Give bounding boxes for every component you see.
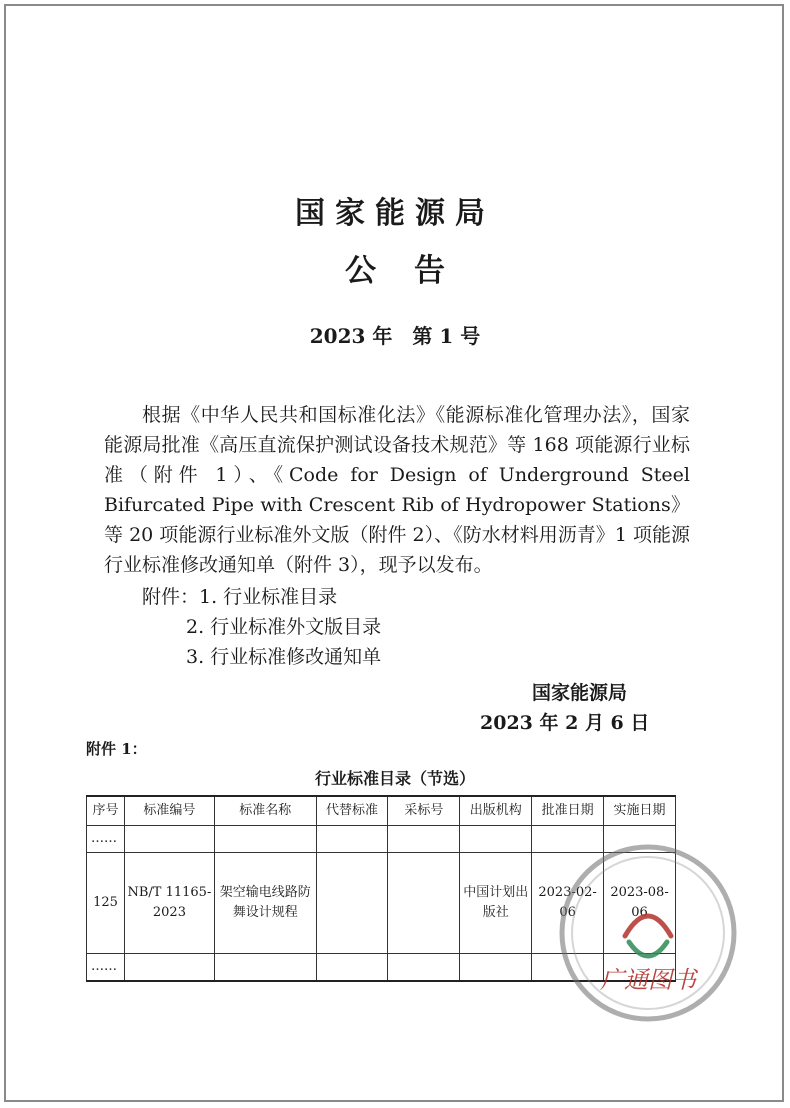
table-header-row bbox=[87, 796, 676, 826]
header-effective-date: 实施日期 bbox=[604, 796, 676, 826]
cell-seq: 125 bbox=[87, 853, 125, 954]
appendix-label: 附件 1： bbox=[86, 740, 147, 758]
cell-approval-date: 2023-02-06 bbox=[532, 853, 604, 954]
header-seq: 序号 bbox=[87, 796, 125, 826]
ellipsis-cell: …… bbox=[87, 954, 125, 982]
header-approval-date: 批准日期 bbox=[532, 796, 604, 826]
cell-name: 架空输电线路防舞设计规程 bbox=[214, 853, 316, 954]
announcement-paragraph: 根据《中华人民共和国标准化法》《能源标准化管理办法》，国家能源局批准《高压直流保护测试设备技术规范》等 168 项能源行业标准（附件 1）、《Code for Design of Underground Steel Bifurcated Pipe with Crescent Rib of Hydropower Stations》等 20 项能源行业标准外文版（附件 2）、《防水材料用沥青》1 项能源行业标准修改通知单（附件 3），现予以发布。 bbox=[104, 404, 690, 576]
issue-number: 2023 年 第 1 号 bbox=[309, 324, 481, 348]
org-title: 国家能源局 bbox=[295, 196, 495, 231]
header-name: 标准名称 bbox=[214, 796, 316, 826]
svg-text:广通图书: 广通图书 bbox=[600, 966, 696, 994]
table-caption: 行业标准目录（节选） bbox=[314, 769, 475, 788]
table-row bbox=[87, 826, 676, 853]
header-publisher: 出版机构 bbox=[460, 796, 532, 826]
attachment-item-2: 2. 行业标准外文版目录 bbox=[186, 616, 382, 638]
attachment-item-3: 3. 行业标准修改通知单 bbox=[186, 646, 382, 668]
signature-date: 2023 年 2 月 6 日 bbox=[480, 712, 650, 734]
signature-org: 国家能源局 bbox=[532, 682, 628, 704]
announcement-body bbox=[104, 400, 690, 580]
cell-publisher: 中国计划出版社 bbox=[460, 853, 532, 954]
standards-table bbox=[86, 795, 676, 982]
cell-adoption bbox=[388, 853, 460, 954]
header-adoption: 采标号 bbox=[388, 796, 460, 826]
header-code: 标准编号 bbox=[124, 796, 214, 826]
attachment-item-1: 附件：1. 行业标准目录 bbox=[142, 586, 338, 608]
ellipsis-cell: …… bbox=[87, 826, 125, 853]
cell-code: NB/T 11165-2023 bbox=[124, 853, 214, 954]
header-replaces: 代替标准 bbox=[316, 796, 388, 826]
table-row bbox=[87, 853, 676, 954]
notice-title: 公告 bbox=[345, 253, 483, 289]
cell-replaces bbox=[316, 853, 388, 954]
table-row bbox=[87, 954, 676, 982]
cell-effective-date: 2023-08-06 bbox=[604, 853, 676, 954]
